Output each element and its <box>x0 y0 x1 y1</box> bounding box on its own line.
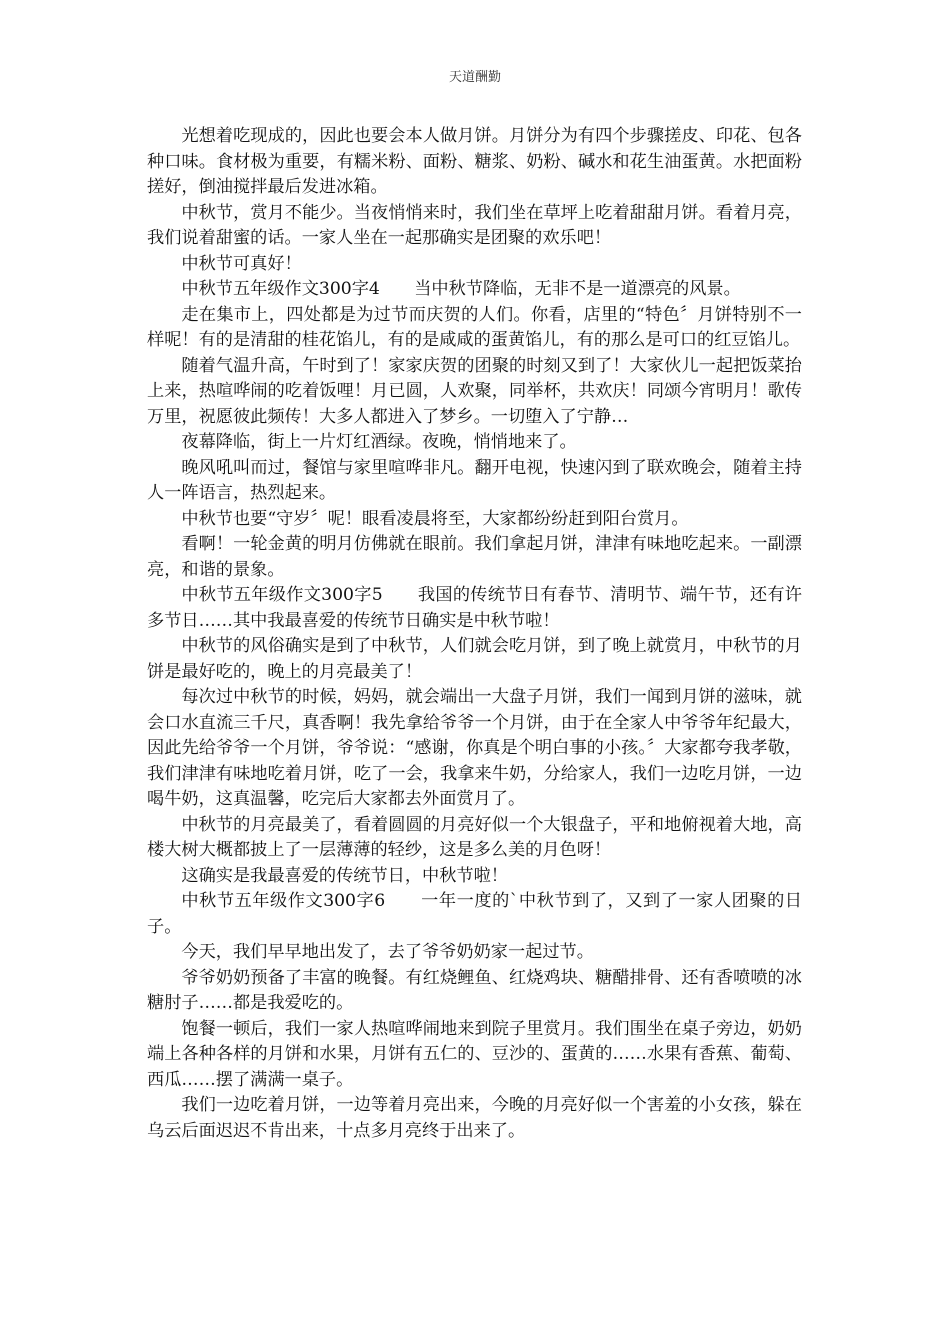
paragraph: 走在集市上，四处都是为过节而庆贺的人们。你看，店里的“特色〞月饼特别不一样呢！有的是清甜的桂花馅儿，有的是咸咸的蛋黄馅儿，有的那么是可口的红豆馅儿。 <box>147 304 802 350</box>
paragraph: 中秋节的月亮最美了，看着圆圆的月亮好似一个大银盘子，平和地俯视着大地，高楼大树大概都披上了一层薄薄的轻纱，这是多么美的月色呀！ <box>147 814 802 860</box>
paragraph: 中秋节也要“守岁〞呢！眼看凌晨将至，大家都纷纷赶到阳台赏月。 <box>181 508 689 529</box>
paragraph: 每次过中秋节的时候，妈妈，就会端出一大盘子月饼，我们一闻到月饼的滋味，就会口水直流三千尺，真香啊！我先拿给爷爷一个月饼，由于在全家人中爷爷年纪最大，因此先给爷爷一个月饼，爷爷说：“感谢，你真是个明白事的小孩。〞大家都夸我孝敬，我们津津有味地吃着月饼，吃了一会，我拿来牛奶，分给家人，我们一边吃月饼，一边喝牛奶，这真温馨，吃完后大家都去外面赏月了。 <box>147 687 802 809</box>
document-body <box>147 124 802 1144</box>
paragraph: 这确实是我最喜爱的传统节日，中秋节啦！ <box>181 865 508 886</box>
paragraph: 中秋节，赏月不能少。当夜悄悄来时，我们坐在草坪上吃着甜甜月饼。看着月亮，我们说着甜蜜的话。一家人坐在一起那确实是团聚的欢乐吧！ <box>147 202 802 248</box>
paragraph: 中秋节可真好！ <box>181 253 302 274</box>
paragraph: 饱餐一顿后，我们一家人热喧哗闹地来到院子里赏月。我们围坐在桌子旁边，奶奶端上各种各样的月饼和水果，月饼有五仁的、豆沙的、蛋黄的……水果有香蕉、葡萄、西瓜……摆了满满一桌子。 <box>147 1018 802 1090</box>
paragraph: 中秋节的风俗确实是到了中秋节，人们就会吃月饼，到了晚上就赏月，中秋节的月饼是最好吃的，晚上的月亮最美了！ <box>147 636 802 682</box>
paragraph: 我们一边吃着月饼，一边等着月亮出来，今晚的月亮好似一个害羞的小女孩，躲在乌云后面迟迟不肯出来，十点多月亮终于出来了。 <box>147 1095 802 1141</box>
paragraph: 中秋节五年级作文300字6 一年一度的`中秋节到了，又到了一家人团聚的日子。 <box>147 891 802 937</box>
paragraph: 中秋节五年级作文300字5 我国的传统节日有春节、清明节、端午节，还有许多节日……其中我最喜爱的传统节日确实是中秋节啦！ <box>147 585 802 631</box>
paragraph: 爷爷奶奶预备了丰富的晚餐。有红烧鲤鱼、红烧鸡块、糖醋排骨、还有香喷喷的冰糖肘子……都是我爱吃的。 <box>147 967 802 1013</box>
paragraph: 夜幕降临，街上一片灯红酒绿。夜晚，悄悄地来了。 <box>181 432 577 452</box>
paragraph: 随着气温升高，午时到了！家家庆贺的团聚的时刻又到了！大家伙儿一起把饭菜抬上来，热喧哗闹的吃着饭哩！月已圆，人欢聚，同举杯，共欢庆！同颂今宵明月！歌传万里，祝愿彼此频传！大多人都进入了梦乡。一切堕入了宁静… <box>147 355 802 427</box>
paragraph: 看啊！一轮金黄的明月仿佛就在眼前。我们拿起月饼，津津有味地吃起来。一副漂亮，和谐的景象。 <box>147 534 802 580</box>
page-header: 天道酬勤 <box>448 70 501 85</box>
paragraph: 中秋节五年级作文300字4 当中秋节降临，无非不是一道漂亮的风景。 <box>181 279 741 299</box>
paragraph: 晚风吼叫而过，餐馆与家里喧哗非凡。翻开电视，快速闪到了联欢晚会，随着主持人一阵语言，热烈起来。 <box>147 457 802 503</box>
paragraph: 今天，我们早早地出发了，去了爷爷奶奶家一起过节。 <box>181 942 594 962</box>
paragraph: 光想着吃现成的，因此也要会本人做月饼。月饼分为有四个步骤搓皮、印花、包各种口味。食材极为重要，有糯米粉、面粉、糖浆、奶粉、碱水和花生油蛋黄。水把面粉搓好，倒油搅拌最后发进冰箱。 <box>147 126 802 197</box>
